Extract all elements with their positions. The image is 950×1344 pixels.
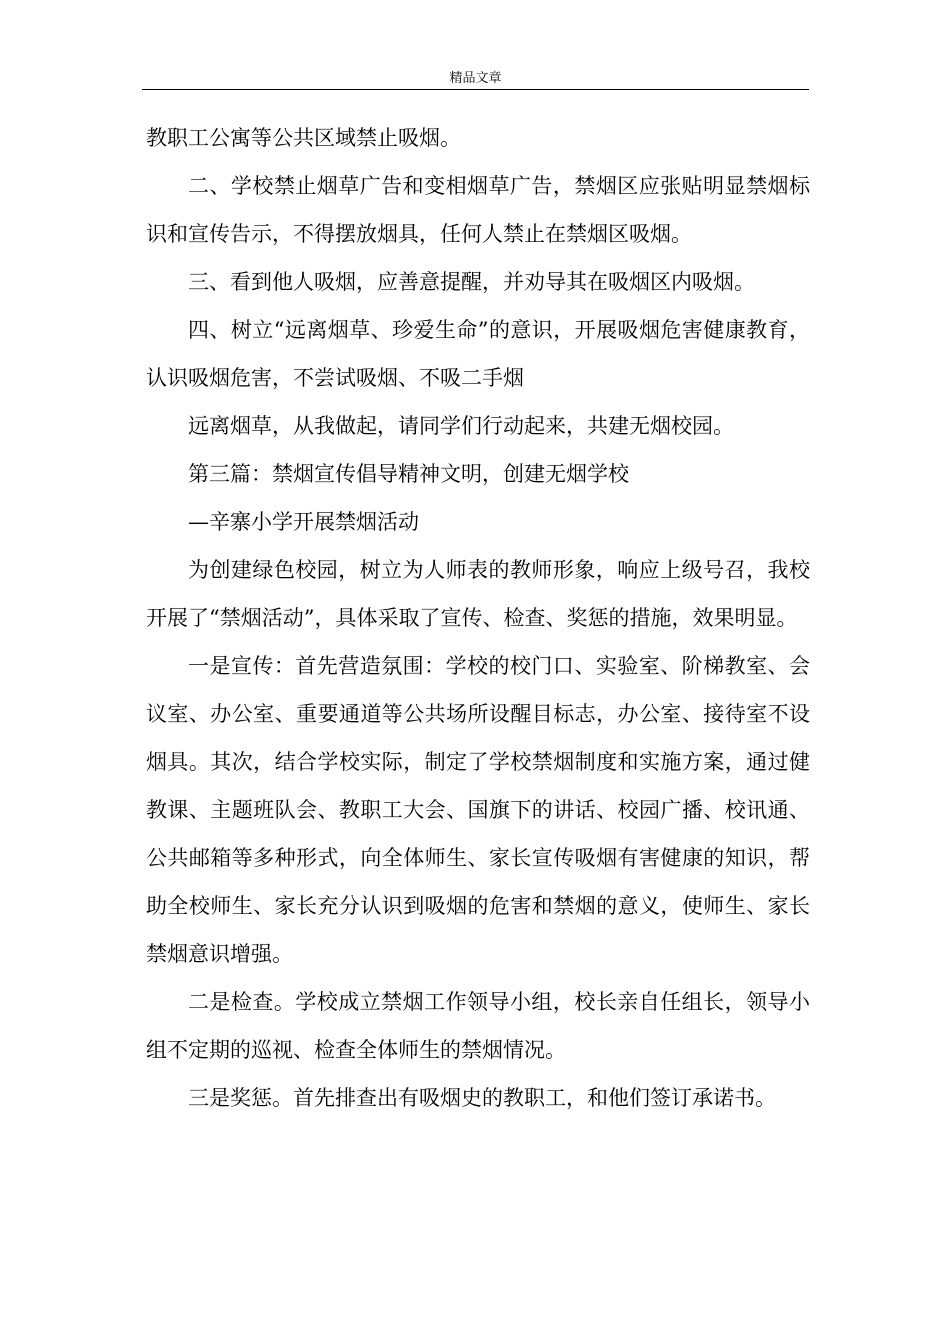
paragraph-inspection: 二是检查。学校成立禁烟工作领导小组，校长亲自任组长，领导小组不定期的巡视、检查全体师生的禁烟情况。 <box>146 990 810 1062</box>
paragraph-continuation: 教职工公寓等公共区域禁止吸烟。 <box>146 126 461 150</box>
paragraph-call-to-action: 远离烟草，从我做起，请同学们行动起来，共建无烟校园。 <box>188 414 734 438</box>
paragraph-rewards: 三是奖惩。首先排查出有吸烟史的教职工，和他们签订承诺书。 <box>188 1086 776 1110</box>
paragraph-rule-two: 二、学校禁止烟草广告和变相烟草广告，禁烟区应张贴明显禁烟标识和宣传告示，不得摆放烟具，任何人禁止在禁烟区吸烟。 <box>146 174 810 246</box>
section-heading: 第三篇：禁烟宣传倡导精神文明，创建无烟学校 <box>188 462 629 486</box>
paragraph-publicity: 一是宣传：首先营造氛围：学校的校门口、实验室、阶梯教室、会议室、办公室、重要通道等公共场所设醒目标志，办公室、接待室不设烟具。其次，结合学校实际，制定了学校禁烟制度和实施方案，通过健教课、主题班队会、教职工大会、国旗下的讲话、校园广播、校讯通、公共邮箱等多种形式，向全体师生、家长宣传吸烟有害健康的知识，帮助全校师生、家长充分认识到吸烟的危害和禁烟的意义，使师生、家长禁烟意识增强。 <box>146 654 810 966</box>
page-header: 精品文章 <box>449 71 502 86</box>
paragraph-rule-three: 三、看到他人吸烟，应善意提醒，并劝导其在吸烟区内吸烟。 <box>188 270 755 294</box>
header-divider <box>142 89 809 90</box>
section-subheading: —辛寨小学开展禁烟活动 <box>188 510 419 534</box>
document-body <box>146 114 810 1122</box>
paragraph-intro: 为创建绿色校园，树立为人师表的教师形象，响应上级号召，我校开展了“禁烟活动”，具体采取了宣传、检查、奖惩的措施，效果明显。 <box>146 558 810 630</box>
paragraph-rule-four: 四、树立“远离烟草、珍爱生命”的意识，开展吸烟危害健康教育，认识吸烟危害，不尝试吸烟、不吸二手烟 <box>146 318 810 390</box>
